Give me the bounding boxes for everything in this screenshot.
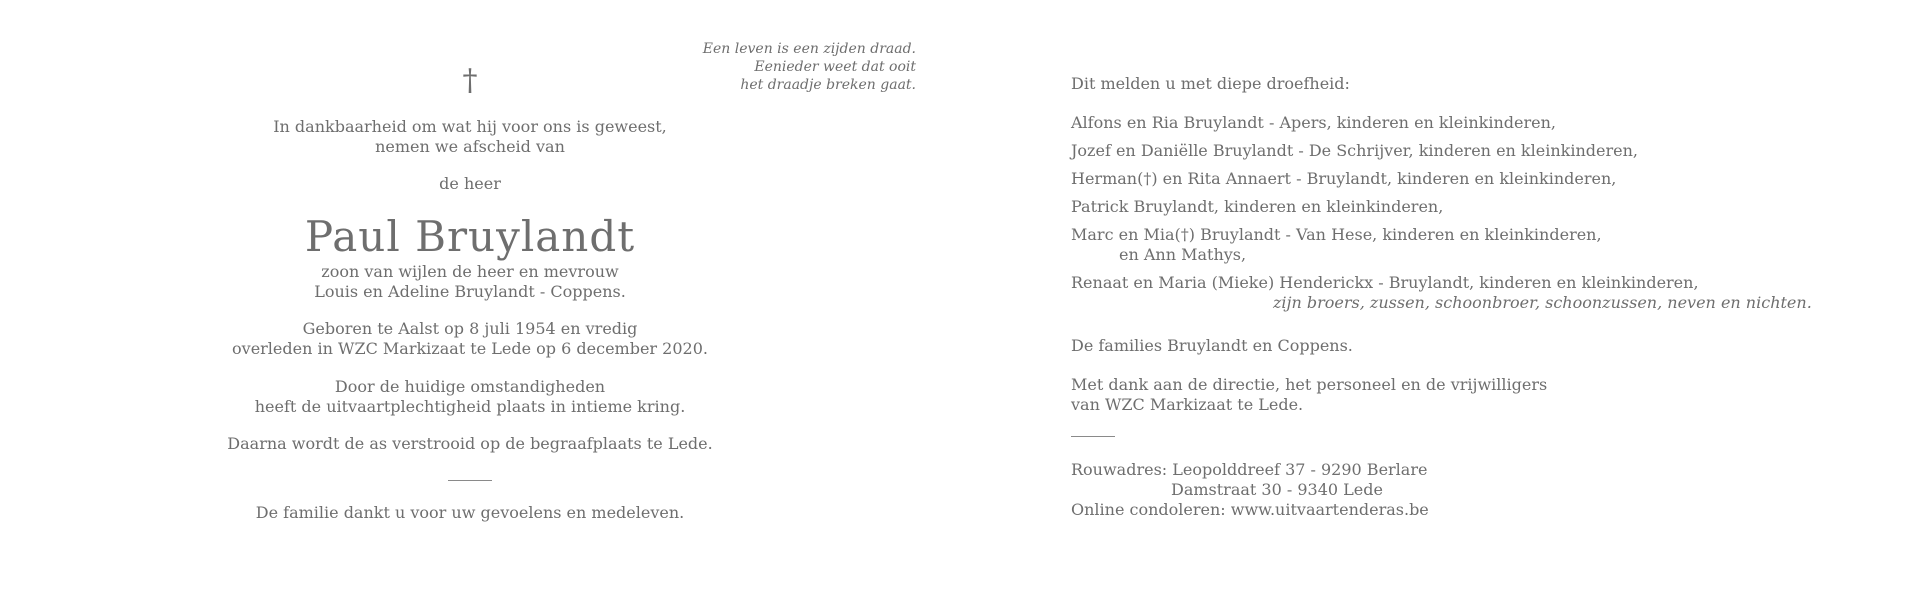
- online-condolence: Online condoleren: www.uitvaartenderas.be: [1071, 500, 1429, 519]
- thanks-text: De familie dankt u voor uw gevoelens en medeleven.: [255, 503, 685, 522]
- divider: [1071, 436, 1115, 437]
- relatives-line: zijn broers, zussen, schoonbroer, schoonzussen, neven en nichten.: [1273, 293, 1812, 312]
- family-line: Jozef en Daniëlle Bruylandt - De Schrijver, kinderen en kleinkinderen,: [1071, 141, 1638, 160]
- poem-line: Een leven is een zijden draad.: [702, 41, 916, 57]
- poem-line: Eenieder weet dat ooit: [754, 59, 916, 75]
- address-block: [1071, 460, 1429, 520]
- ceremony-text: Door de huidige omstandigheden heeft de uitvaartplechtigheid plaats in intieme kring.: [254, 377, 686, 416]
- ashes-text: Daarna wordt de as verstrooid op de begraafplaats te Lede.: [227, 434, 713, 453]
- gratitude-text: Met dank aan de directie, het personeel en de vrijwilligers van WZC Markizaat te Lede.: [1071, 375, 1548, 414]
- address-line: Damstraat 30 - 9340 Lede: [1171, 480, 1383, 499]
- birth-death-text: Geboren te Aalst op 8 juli 1954 en vredig overleden in WZC Markizaat te Lede op 6 december 2020.: [232, 319, 708, 358]
- intro-text: In dankbaarheid om wat hij voor ons is geweest, nemen we afscheid van: [273, 117, 667, 156]
- family-line: Patrick Bruylandt, kinderen en kleinkinderen,: [1071, 197, 1444, 216]
- honorific: de heer: [439, 174, 501, 193]
- family-line: Herman(†) en Rita Annaert - Bruylandt, kinderen en kleinkinderen,: [1071, 169, 1617, 188]
- family-line: Marc en Mia(†) Bruylandt - Van Hese, kinderen en kleinkinderen,: [1071, 225, 1602, 244]
- divider: [448, 480, 492, 481]
- parents-text: zoon van wijlen de heer en mevrouw Louis en Adeline Bruylandt - Coppens.: [314, 262, 626, 301]
- family-line: Renaat en Maria (Mieke) Henderickx - Bruylandt, kinderen en kleinkinderen,: [1071, 273, 1699, 292]
- family-line: Alfons en Ria Bruylandt - Apers, kinderen en kleinkinderen,: [1071, 113, 1556, 132]
- deceased-name: Paul Bruylandt: [304, 212, 636, 261]
- families-text: De families Bruylandt en Coppens.: [1071, 336, 1353, 355]
- cross-symbol: †: [462, 63, 478, 98]
- announcement-intro: Dit melden u met diepe droefheid:: [1071, 74, 1350, 93]
- poem-line: het draadje breken gaat.: [740, 77, 916, 93]
- family-line: en Ann Mathys,: [1119, 245, 1247, 264]
- family-list: [1071, 113, 1812, 313]
- address-line: Rouwadres: Leopolddreef 37 - 9290 Berlare: [1071, 460, 1428, 479]
